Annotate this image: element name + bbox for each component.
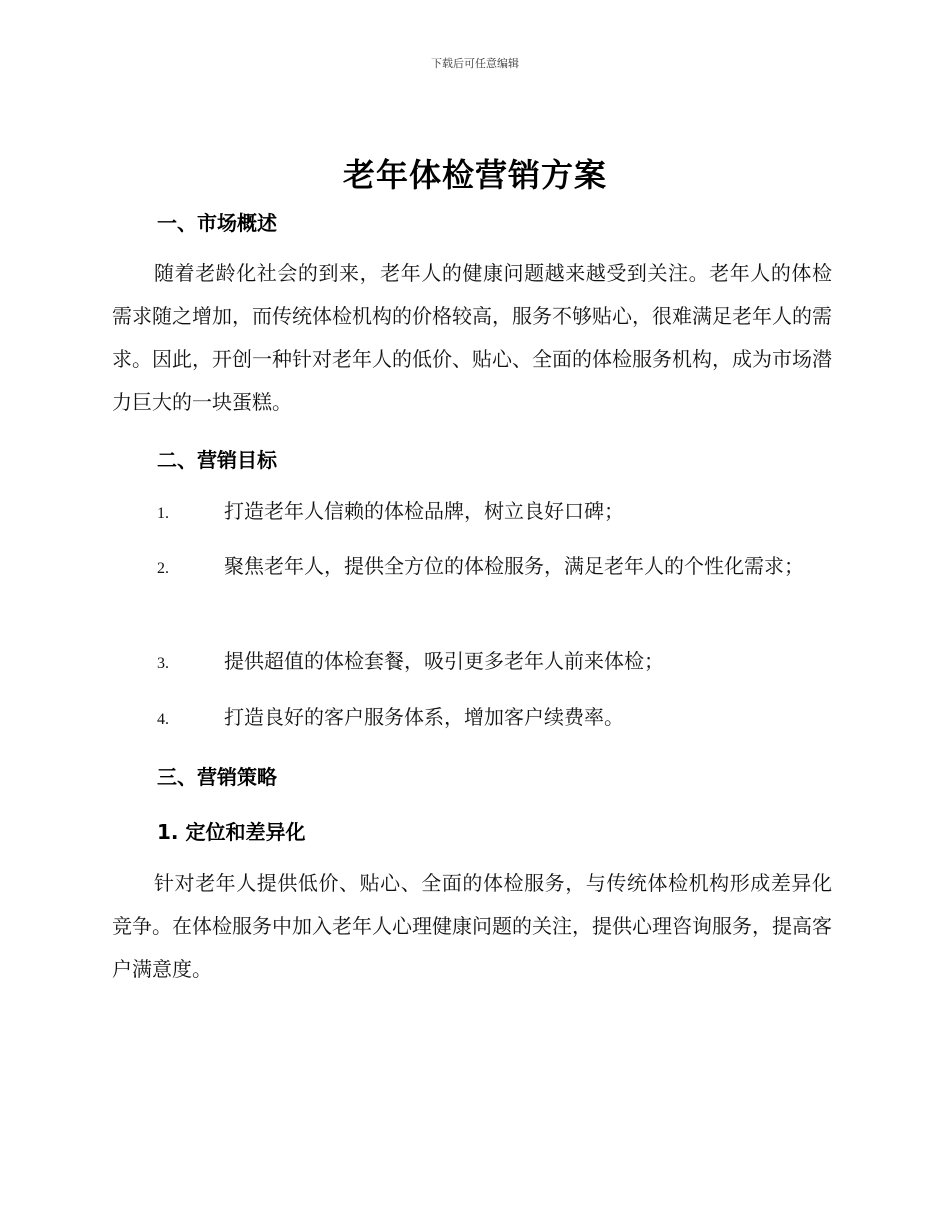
list-text: 打造良好的客户服务体系，增加客户续费率。 — [224, 705, 624, 729]
list-text: 聚焦老年人，提供全方位的体检服务，满足老年人的个性化需求； — [224, 554, 804, 578]
market-overview-paragraph: 随着老龄化社会的到来，老年人的健康问题越来越受到关注。老年人的体检需求随之增加，而传统体检机构的价格较高，服务不够贴心，很难满足老年人的需求。因此，开创一种针对老年人的低价、贴心、全面的体检服务机构，成为市场潜力巨大的一块蛋糕。 — [112, 261, 832, 414]
section-heading-market-overview: 一、市场概述 — [157, 211, 277, 235]
goal-list-item — [112, 545, 832, 590]
subsection-heading-positioning: 1. 定位和差异化 — [157, 820, 306, 844]
list-number: 3. — [157, 655, 169, 672]
positioning-paragraph: 针对老年人提供低价、贴心、全面的体检服务，与传统体检机构形成差异化竞争。在体检服务中加入老年人心理健康问题的关注，提供心理咨询服务，提高客户满意度。 — [112, 871, 832, 981]
list-number: 2. — [157, 560, 169, 577]
section-heading-marketing-strategy: 三、营销策略 — [157, 765, 277, 789]
section-heading-marketing-goals: 二、营销目标 — [157, 448, 277, 472]
list-number: 1. — [157, 505, 169, 522]
document-title: 老年体检营销方案 — [342, 156, 607, 194]
goal-list-item — [112, 696, 832, 741]
list-text: 打造老年人信赖的体检品牌，树立良好口碑； — [224, 499, 624, 523]
list-text: 提供超值的体检套餐，吸引更多老年人前来体检； — [224, 649, 664, 673]
list-number: 4. — [157, 711, 169, 728]
header-note: 下载后可任意编辑 — [431, 57, 519, 70]
goal-list-item — [112, 640, 832, 685]
goal-list-item — [112, 490, 832, 535]
